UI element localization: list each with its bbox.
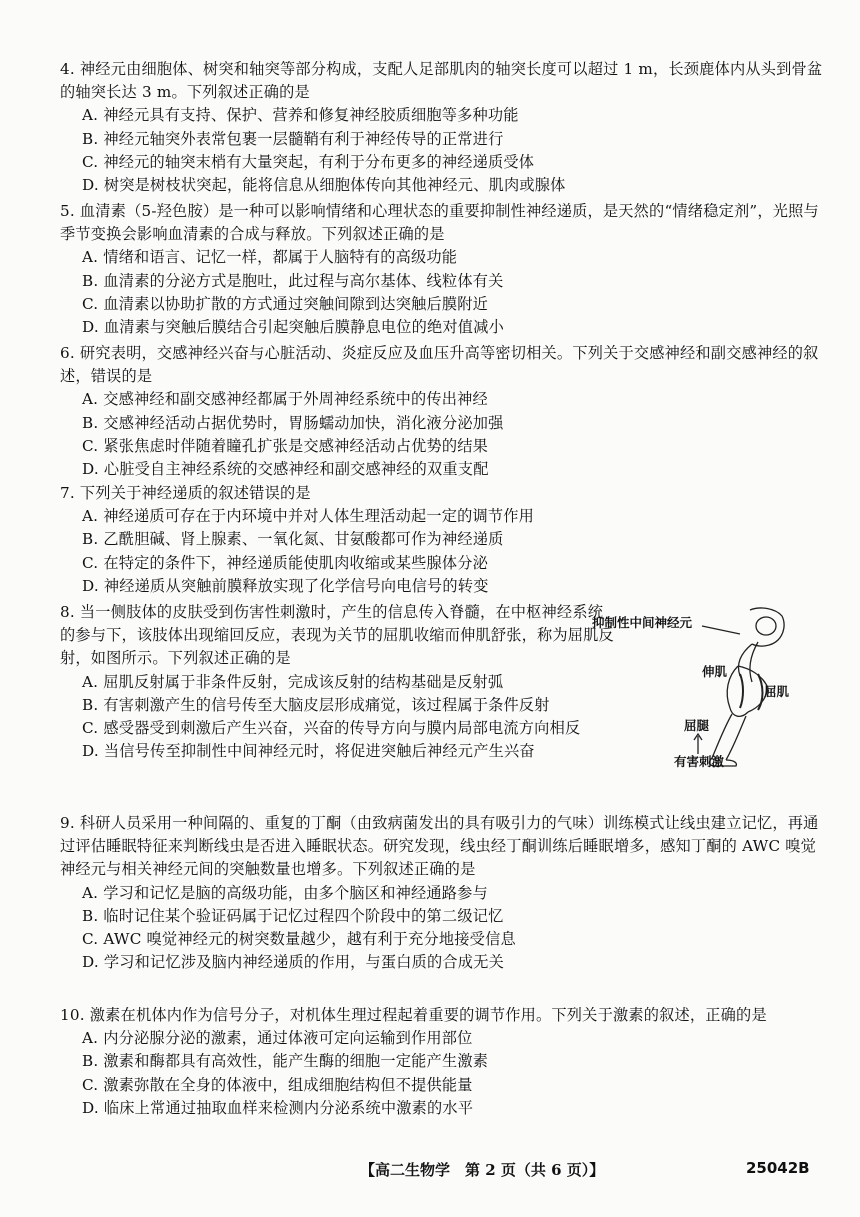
question-stem: 7. 下列关于神经递质的叙述错误的是 — [60, 484, 311, 502]
flexor-label: 屈肌 — [764, 684, 790, 699]
footer-title: 【高二生物学 第 2 页（共 6 页）】 — [360, 1161, 605, 1179]
option-c: C. 感受器受到刺激后产生兴奋，兴奋的传导方向与膜内局部电流方向相反 — [82, 719, 581, 738]
option-d: D. 学习和记忆涉及脑内神经递质的作用，与蛋白质的合成无关 — [82, 953, 504, 972]
question-6 — [60, 342, 825, 481]
option-c: C. 紧张焦虑时伴随着瞳孔扩张是交感神经活动占优势的结果 — [82, 436, 489, 455]
option-d: D. 树突是树枝状突起，能将信息从细胞体传向其他神经元、肌肉或腺体 — [82, 176, 566, 195]
paper-code: 25042B — [746, 1159, 810, 1177]
option-d: D. 血清素与突触后膜结合引起突触后膜静息电位的绝对值减小 — [82, 318, 504, 337]
option-c: C. 在特定的条件下，神经递质能使肌肉收缩或某些腺体分泌 — [82, 553, 489, 572]
question-stem: 4. 神经元由细胞体、树突和轴突等部分构成，支配人足部肌肉的轴突长度可以超过 1 m，长颈鹿体内从头到骨盆的轴突长达 3 m。下列叙述正确的是 — [60, 60, 823, 102]
stimulus-label: 有害刺激 — [674, 754, 725, 769]
option-d: D. 临床上常通过抽取血样来检测内分泌系统中激素的水平 — [82, 1098, 474, 1117]
question-stem: 5. 血清素（5-羟色胺）是一种可以影响情绪和心理状态的重要抑制性神经递质，是天然的“情绪稳定剂”，光照与季节变换会影响血清素的合成与释放。下列叙述正确的是 — [60, 202, 819, 244]
option-d: D. 当信号传至抑制性中间神经元时，将促进突触后神经元产生兴奋 — [82, 742, 535, 761]
option-a: A. 屈肌反射属于非条件反射，完成该反射的结构基础是反射弧 — [82, 672, 504, 691]
option-c: C. AWC 嗅觉神经元的树突数量越少，越有利于充分地接受信息 — [82, 930, 516, 949]
question-stem: 6. 研究表明，交感神经兴奋与心脏活动、炎症反应及血压升高等密切相关。下列关于交感神经和副交感神经的叙述，错误的是 — [60, 344, 819, 386]
option-d: D. 心脏受自主神经系统的交感神经和副交感神经的双重支配 — [82, 460, 489, 479]
option-a: A. 神经元具有支持、保护、营养和修复神经胶质细胞等多种功能 — [82, 106, 519, 125]
question-stem: 10. 激素在机体内作为信号分子，对机体生理过程起着重要的调节作用。下列关于激素的叙述，正确的是 — [60, 1006, 767, 1024]
option-b: B. 临时记住某个验证码属于记忆过程四个阶段中的第二级记忆 — [82, 906, 504, 925]
question-stem: 9. 科研人员采用一种间隔的、重复的丁酮（由致病菌发出的具有吸引力的气味）训练模式让线虫建立记忆，再通过评估睡眠特征来判断线虫是否进入睡眠状态。研究发现，线虫经丁酮训练后睡眠增多，感知丁酮的 AWC 嗅觉神经元与相关神经元间的突触数量也增多。下列叙述正确的是 — [60, 814, 819, 879]
option-a: A. 情绪和语言、记忆一样，都属于人脑特有的高级功能 — [82, 248, 458, 267]
question-5 — [60, 200, 825, 339]
option-a: A. 学习和记忆是脑的高级功能，由多个脑区和神经通路参与 — [82, 883, 488, 902]
question-stem: 8. 当一侧肢体的皮肤受到伤害性刺激时，产生的信息传入脊髓，在中枢神经系统的参与下，该肢体出现缩回反应，表现为关节的屈肌收缩而伸肌舒张，称为屈肌反射，如图所示。下列叙述正确的是 — [60, 603, 614, 668]
option-a: A. 内分泌腺分泌的激素，通过体液可定向运输到作用部位 — [82, 1029, 473, 1048]
option-a: A. 神经递质可存在于内环境中并对人体生理活动起一定的调节作用 — [82, 507, 535, 526]
option-b: B. 乙酰胆碱、肾上腺素、一氧化氮、甘氨酸都可作为神经递质 — [82, 530, 504, 549]
option-d: D. 神经递质从突触前膜释放实现了化学信号向电信号的转变 — [82, 576, 489, 595]
question-7 — [60, 482, 825, 598]
option-c: C. 激素弥散在全身的体液中，组成细胞结构但不提供能量 — [82, 1075, 473, 1094]
extensor-label: 伸肌 — [702, 664, 728, 679]
leg-label: 屈腿 — [684, 718, 710, 733]
flexor-reflex-figure — [590, 604, 805, 774]
option-c: C. 血清素以协助扩散的方式通过突触间隙到达突触后膜附近 — [82, 294, 489, 313]
option-b: B. 有害刺激产生的信号传至大脑皮层形成痛觉，该过程属于条件反射 — [82, 695, 550, 714]
option-b: B. 血清素的分泌方式是胞吐，此过程与高尔基体、线粒体有关 — [82, 271, 504, 290]
option-a: A. 交感神经和副交感神经都属于外周神经系统中的传出神经 — [82, 390, 488, 409]
option-b: B. 神经元轴突外表常包裹一层髓鞘有利于神经传导的正常进行 — [82, 129, 504, 148]
interneuron-label: 抑制性中间神经元 — [592, 615, 693, 630]
question-9 — [60, 812, 825, 974]
option-b: B. 激素和酶都具有高效性，能产生酶的细胞一定能产生激素 — [82, 1052, 489, 1071]
option-c: C. 神经元的轴突末梢有大量突起，有利于分布更多的神经递质受体 — [82, 152, 535, 171]
option-b: B. 交感神经活动占据优势时，胃肠蠕动加快，消化液分泌加强 — [82, 413, 504, 432]
question-10 — [60, 1004, 825, 1120]
question-4 — [60, 58, 825, 197]
